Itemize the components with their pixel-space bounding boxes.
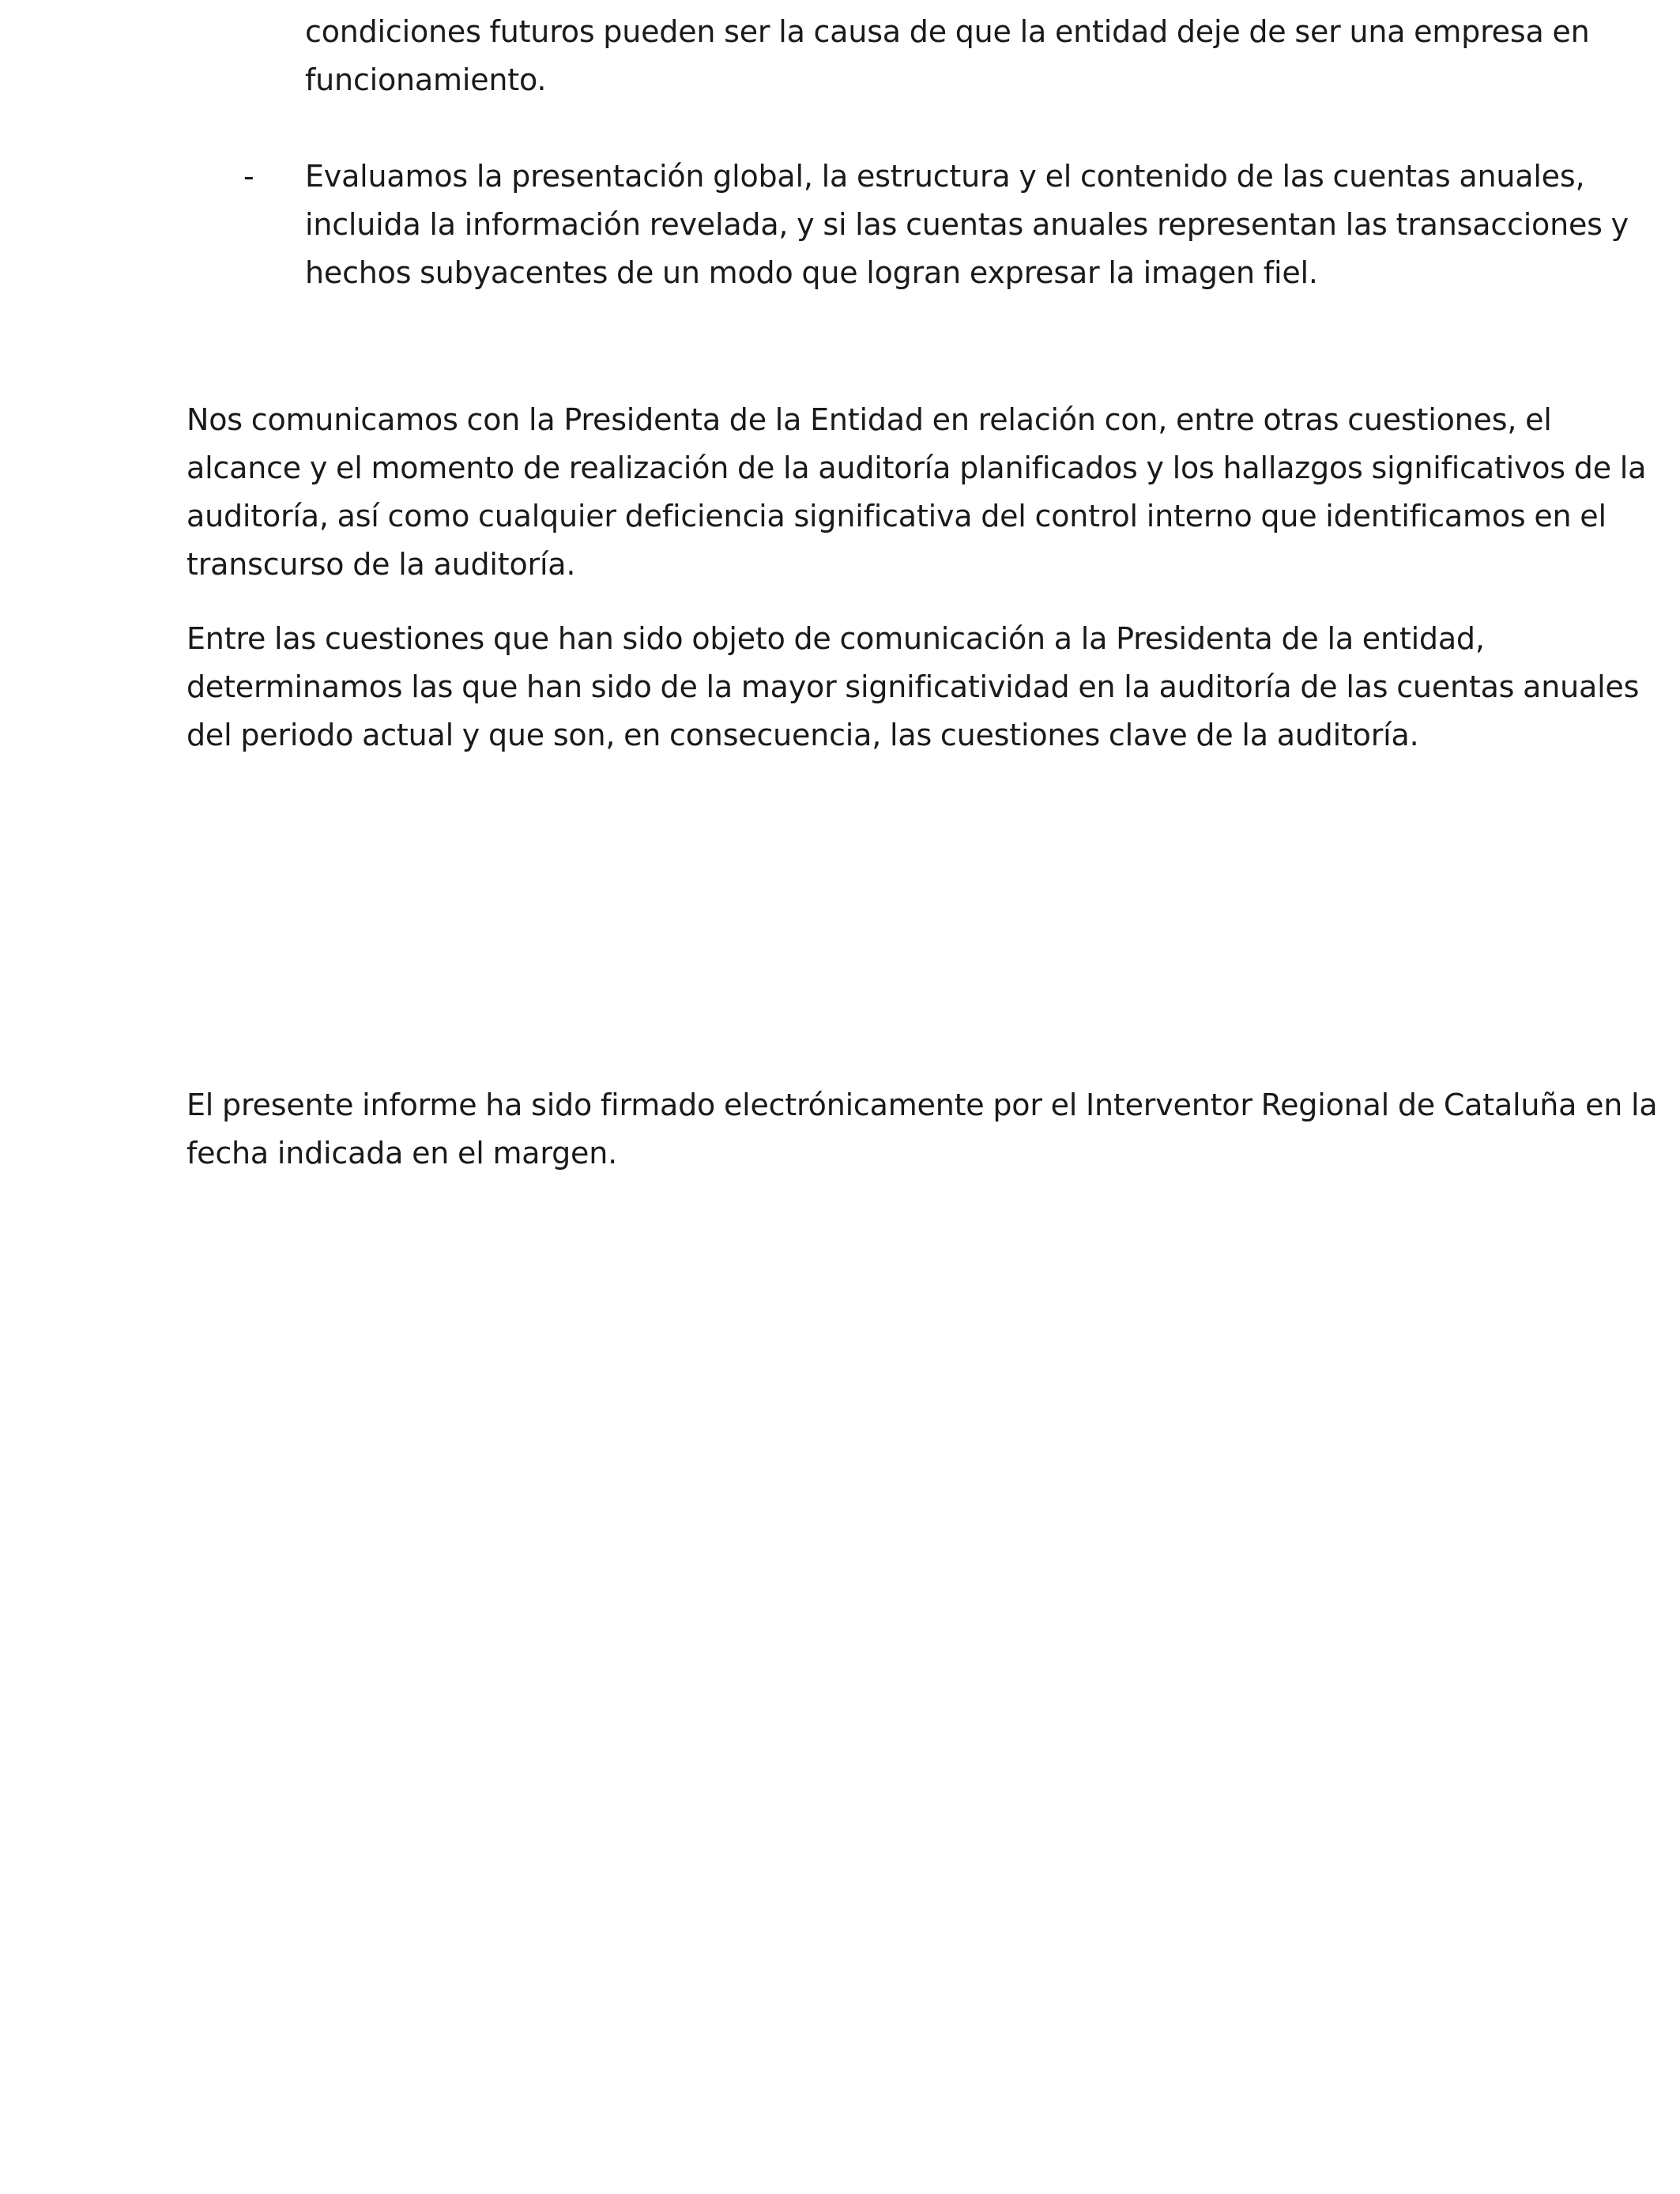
paragraph-communication: Nos comunicamos con la Presidenta de la Entidad en relación con, entre otras cuestiones, el alcance y el momento de realización de la auditoría planificados y los hallazgos significativos de la auditoría, así como cualquier deficiencia significativa del control interno que identificamos en el transcurso de la auditoría.: [186, 402, 1647, 582]
bullet-marker: -: [243, 159, 254, 194]
continued-bullet-text: condiciones futuros pueden ser la causa de que la entidad deje de ser una empresa en funcionamiento.: [305, 14, 1590, 97]
paragraph-key-matters: Entre las cuestiones que han sido objeto de comunicación a la Presidenta de la entidad, determinamos las que han sido de la mayor significatividad en la auditoría de las cuentas anuales del periodo actual y que son, en consecuencia, las cuestiones clave de la auditoría.: [186, 621, 1640, 752]
bullet-text: Evaluamos la presentación global, la estructura y el contenido de las cuentas anuales, incluida la información revelada, y si las cuentas anuales representan las transacciones y hechos subyacentes de un modo que logran expresar la imagen fiel.: [305, 159, 1629, 290]
paragraph-signature-note: El presente informe ha sido firmado electrónicamente por el Interventor Regional de Cataluña en la fecha indicada en el margen.: [186, 1088, 1658, 1171]
